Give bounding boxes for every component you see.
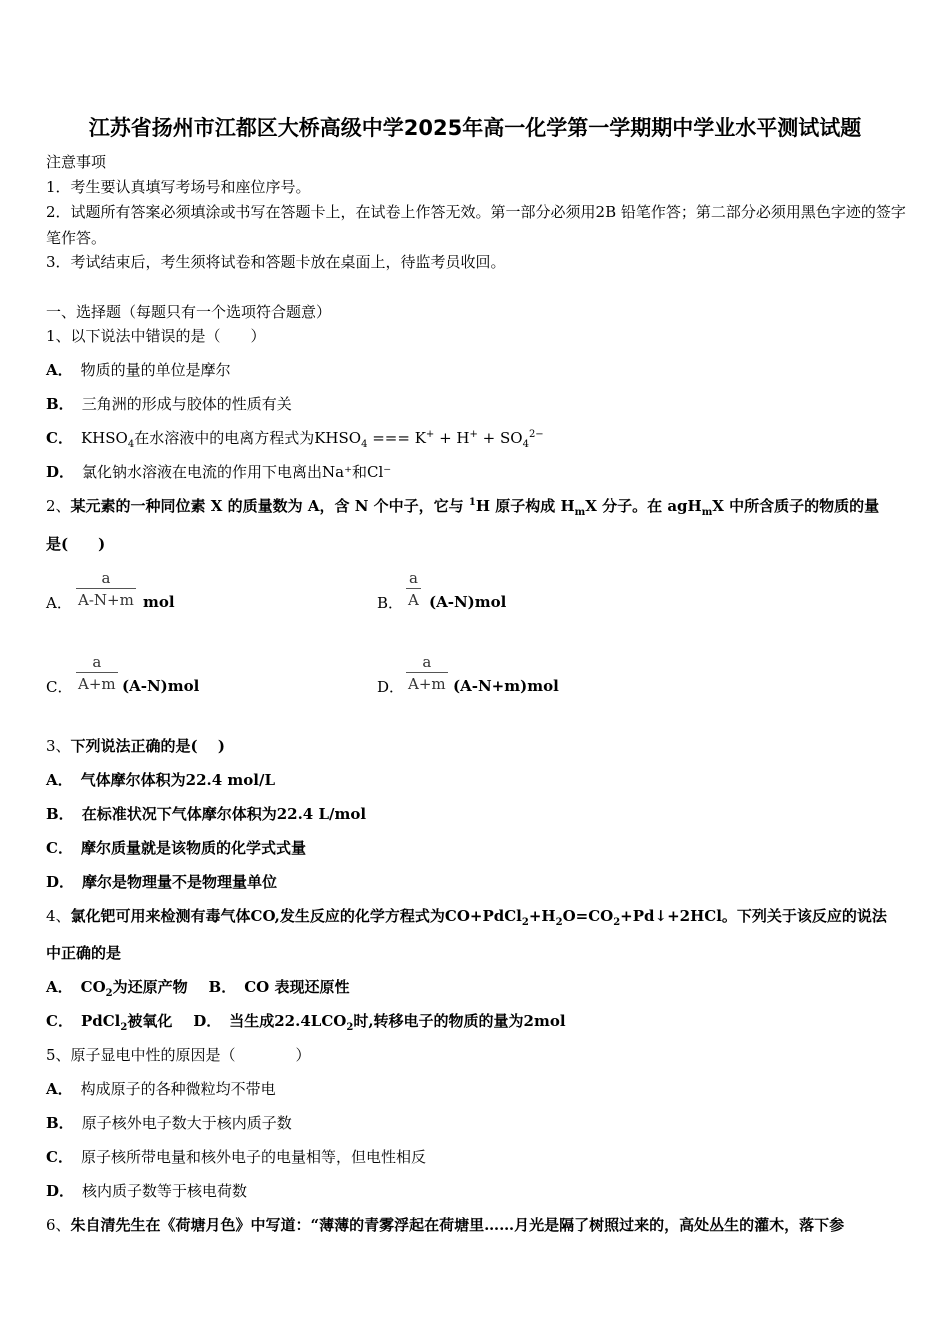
fraction: $\frac{a}{A}$ bbox=[408, 569, 419, 609]
question-5-stem: 5、原子显电中性的原因是（ ） bbox=[46, 1046, 311, 1064]
option-text: (A-N+m)mol bbox=[453, 677, 559, 695]
notice-item: 1．考生要认真填写考场号和座位序号。 bbox=[46, 178, 311, 196]
question-3-option-d: D． 摩尔是物理量不是物理量单位 bbox=[46, 873, 278, 891]
question-3-option-b: B． 在标准状况下气体摩尔体积为22.4 L/mol bbox=[46, 805, 367, 823]
option-text: 氯化钠水溶液在电流的作用下电离出Na⁺和Cl⁻ bbox=[82, 463, 392, 481]
question-3-option-a: A． 气体摩尔体积为22.4 mol/L bbox=[46, 771, 275, 789]
question-1-option-d bbox=[46, 462, 391, 482]
question-2-option-a-label: A． bbox=[46, 594, 72, 612]
question-5-option-b: B． 原子核外电子数大于核内质子数 bbox=[46, 1114, 292, 1132]
question-5-option-a: A． 构成原子的各种微粒均不带电 bbox=[46, 1080, 276, 1098]
question-6-stem: 6、朱自清先生在《荷塘月色》中写道：“薄薄的青雾浮起在荷塘里……月光是隔了树照过来的，高处丛生的灌木，落下参 bbox=[46, 1216, 845, 1234]
notice-heading: 注意事项 bbox=[46, 153, 107, 171]
fraction: $\frac{a}{A-N+m}$ bbox=[78, 569, 134, 609]
question-2-stem-cont: 是( ) bbox=[46, 535, 106, 553]
question-2-option-d-label: D． bbox=[377, 678, 405, 696]
page-title: 江苏省扬州市江都区大桥高级中学2025年高一化学第一学期期中学业水平测试试题 bbox=[88, 116, 862, 140]
option-text: (A-N)mol bbox=[122, 677, 200, 695]
question-1-option-a bbox=[46, 360, 231, 380]
option-text: 三角洲的形成与胶体的性质有关 bbox=[81, 395, 292, 413]
question-3-option-c: C． 摩尔质量就是该物质的化学式式量 bbox=[46, 839, 306, 857]
option-text: mol bbox=[143, 593, 175, 611]
question-1-option-c: C． $KHSO_4$在水溶液中的电离方程式为$KHSO_4$ === $K^+ + H^+ + SO_4^{2-}$ bbox=[46, 429, 544, 450]
option-label: D． bbox=[46, 463, 75, 481]
question-2-stem: 2、某元素的一种同位素 X 的质量数为 A，含 N 个中子，它与 $^1$H 原子构成 $H_mX$ 分子。在 agH$_m$X 中所含质子的物质的量 bbox=[46, 497, 880, 518]
option-text: 物质的量的单位是摩尔 bbox=[80, 361, 231, 379]
question-2-option-c-label: C． bbox=[46, 678, 73, 696]
notice-item: 3．考试结束后，考生须将试卷和答题卡放在桌面上，待监考员收回。 bbox=[46, 253, 506, 271]
notice-item: 2．试题所有答案必须填涂或书写在答题卡上，在试卷上作答无效。第一部分必须用2B 铅笔作答；第二部分必须用黑色字迹的签字笔作答。 bbox=[46, 203, 906, 247]
fraction: $\frac{a}{A+m}$ bbox=[408, 653, 446, 693]
question-1-stem: 1、以下说法中错误的是（ ） bbox=[46, 327, 266, 345]
question-4-stem-cont: 中正确的是 bbox=[46, 944, 122, 962]
option-label: C． bbox=[46, 429, 73, 447]
question-5-option-c: C． 原子核所带电量和核外电子的电量相等，但电性相反 bbox=[46, 1148, 426, 1166]
fraction: $\frac{a}{A+m}$ bbox=[78, 653, 116, 693]
option-text: (A-N)mol bbox=[429, 593, 507, 611]
question-1-option-b bbox=[46, 394, 292, 414]
question-3-stem: 3、下列说法正确的是( ) bbox=[46, 737, 225, 755]
question-4-stem: 4、氯化钯可用来检测有毒气体CO,发生反应的化学方程式为$CO+PdCl_2+H_2O=CO_2+Pd↓+2HCl$。下列关于该反应的说法 bbox=[46, 907, 887, 928]
question-4-options-cd: C． PdCl$_2$被氧化 D． 当生成$22.4LCO_2$时,转移电子的物质的量为2mol bbox=[46, 1012, 566, 1033]
option-label: B． bbox=[46, 395, 74, 413]
question-2-option-b-label: B． bbox=[377, 594, 404, 612]
question-4-options-ab: A． $CO_2$为还原产物 B． CO 表现还原性 bbox=[46, 978, 350, 999]
section-heading: 一、选择题（每题只有一个选项符合题意） bbox=[46, 303, 332, 321]
question-5-option-d: D． 核内质子数等于核电荷数 bbox=[46, 1182, 248, 1200]
option-label: A． bbox=[46, 361, 73, 379]
